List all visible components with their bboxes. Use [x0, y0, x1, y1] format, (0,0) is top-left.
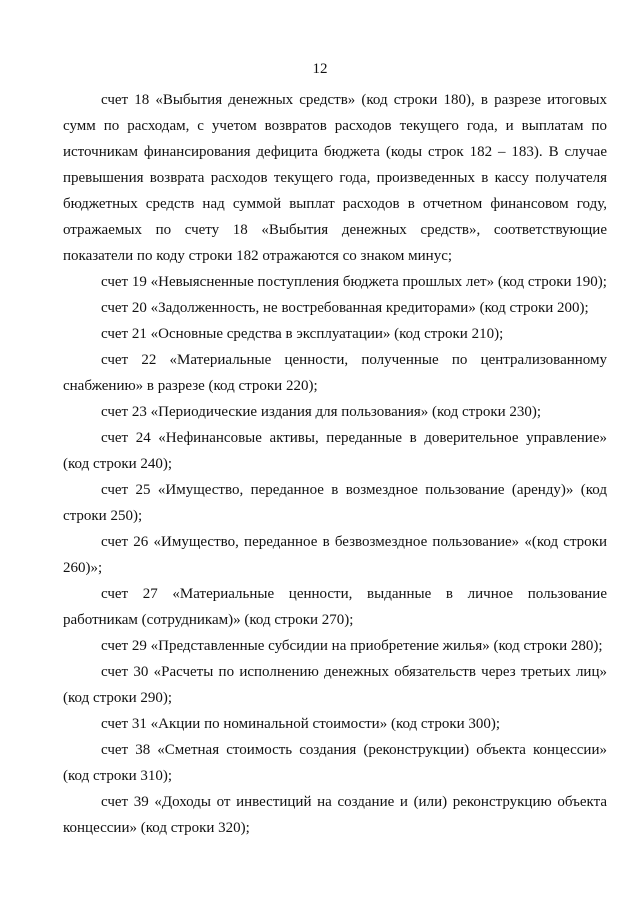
- paragraph-account-19: счет 19 «Невыясненные поступления бюджета прошлых лет» (код строки 190);: [101, 274, 607, 290]
- paragraph-account-31: счет 31 «Акции по номинальной стоимости» (код строки 300);: [101, 716, 501, 732]
- paragraph-account-22: счет 22 «Материальные ценности, полученные по централизованному снабжению» в разрезе (код строки 220);: [63, 352, 607, 394]
- page-number: 12: [312, 61, 328, 77]
- paragraph-account-21: счет 21 «Основные средства в эксплуатации» (код строки 210);: [101, 326, 504, 342]
- paragraph-account-25: счет 25 «Имущество, переданное в возмездное пользование (аренду)» (код строки 250);: [63, 482, 607, 524]
- paragraph-account-18: счет 18 «Выбытия денежных средств» (код строки 180), в разрезе итоговых сумм по расходам, с учетом возвратов расходов текущего года, и выплатам по источникам финансирования дефицита бюджета (коды строк 182 – 183). В случае превышения возврата расходов текущего года, произведенных в кассу получателя бюджетных средств над суммой выплат расходов в отчетном финансовом году, отражаемых по счету 18 «Выбытия денежных средств», соответствующие показатели по коду строки 182 отражаются со знаком минус;: [63, 92, 607, 264]
- paragraph-account-29: счет 29 «Представленные субсидии на приобретение жилья» (код строки 280);: [101, 638, 603, 654]
- paragraph-account-26: счет 26 «Имущество, переданное в безвозмездное пользование» «(код строки 260)»;: [63, 534, 607, 576]
- paragraph-account-30: счет 30 «Расчеты по исполнению денежных обязательств через третьих лиц» (код строки 290);: [63, 664, 607, 706]
- paragraph-account-20: счет 20 «Задолженность, не востребованная кредиторами» (код строки 200);: [101, 300, 589, 316]
- paragraph-account-39: счет 39 «Доходы от инвестиций на создание и (или) реконструкцию объекта концессии» (код строки 320);: [63, 794, 607, 836]
- document-body: [63, 87, 607, 841]
- paragraph-account-23: счет 23 «Периодические издания для пользования» (код строки 230);: [101, 404, 542, 420]
- paragraph-account-27: счет 27 «Материальные ценности, выданные в личное пользование работникам (сотрудникам)» (код строки 270);: [63, 586, 607, 628]
- paragraph-account-24: счет 24 «Нефинансовые активы, переданные в доверительное управление» (код строки 240);: [63, 430, 607, 472]
- paragraph-account-38: счет 38 «Сметная стоимость создания (реконструкции) объекта концессии» (код строки 310);: [63, 742, 607, 784]
